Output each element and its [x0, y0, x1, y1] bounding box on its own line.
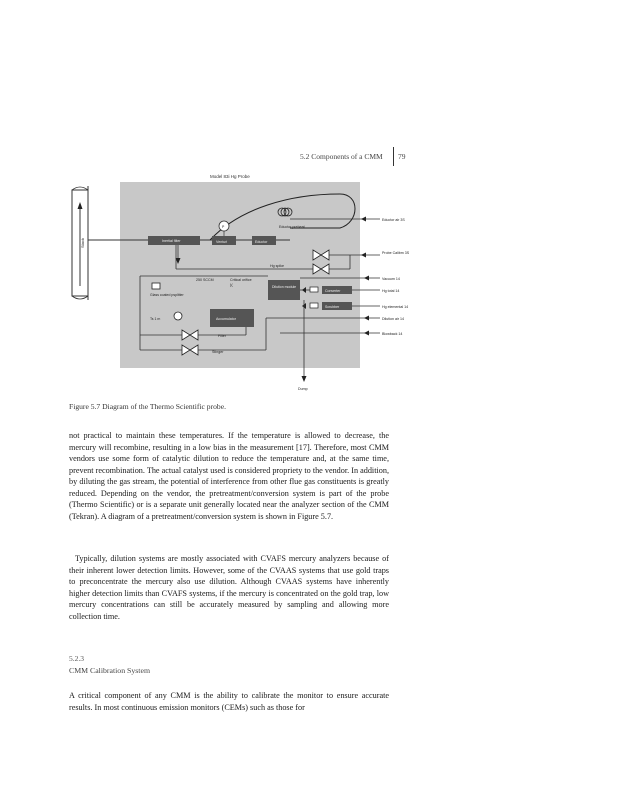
- figure-title: Model 83i Hg Probe: [210, 174, 250, 179]
- dilution-module-label: Dilution module: [272, 285, 297, 289]
- psplitter-label: Glass coated psplitter: [150, 293, 184, 297]
- section-title: CMM Calibration System: [69, 666, 151, 675]
- stack-label: Stack: [80, 237, 85, 248]
- eductor-preheat-label: Eductor preheat: [279, 225, 305, 229]
- port-probe-cal: Probe Calibm 3S: [382, 251, 410, 255]
- dump-arrow: [302, 376, 307, 382]
- dilution-air-arrow: [364, 316, 369, 321]
- eductor-label: Eductor: [255, 240, 268, 244]
- filter-label: Filter: [218, 334, 226, 338]
- ts-label: Ts 1 m: [150, 317, 161, 321]
- body-paragraph: A critical component of any CMM is the ability to calibrate the monitor to ensure accurate results. In most continuous emission monitors (CEMs) such as those for: [69, 691, 389, 712]
- port-hg-total: Hg total 14: [382, 289, 400, 293]
- pressure-gauge-label: P: [222, 225, 225, 229]
- running-head: [300, 152, 406, 161]
- eductor-air-arrow: [361, 217, 366, 222]
- inertial-filter-label: Inertial filter: [162, 239, 181, 243]
- port-vacuum: Vacuum 14: [382, 277, 400, 281]
- vacuum-arrow: [364, 276, 369, 281]
- dump-label: Dump: [298, 387, 308, 391]
- venturi-label: Venturi: [216, 240, 228, 244]
- converter-label: Converter: [325, 289, 341, 293]
- port-dilution-air: Dilution air 14: [382, 317, 404, 321]
- orifice-symbol: )(: [230, 282, 233, 287]
- probe-diagram: [60, 168, 440, 396]
- sccm-label: 250 SCCM: [196, 278, 214, 282]
- scrubber-label: Scrubber: [325, 305, 340, 309]
- section-number: 5.2.3: [69, 654, 84, 663]
- dilution-module: [268, 280, 300, 300]
- running-head-divider: [393, 147, 394, 166]
- blowback-arrow: [364, 331, 369, 336]
- probe-enclosure: [120, 182, 360, 368]
- psplitter: [152, 283, 160, 289]
- body-paragraph: Typically, dilution systems are mostly associated with CVAFS mercury analyzers because of their inherent lower detection limits. However, some of the CVAAS systems that use gold traps to preconcentrate the mercury also use dilution. Although CVAAS systems have inherently higher detection limits than CVAFS systems, if the mercury is concentrated on the gold trap, low mercury concentrations can still be accurately measured by sampling and allowing more collection time.: [69, 554, 389, 621]
- port-eductor-air: Eductor air 3S: [382, 218, 405, 222]
- page-number: 79: [398, 152, 406, 161]
- critical-orifice-label: Critical orifice: [230, 278, 252, 282]
- pump-icon: [174, 312, 182, 320]
- stinger-label: Stinger: [212, 350, 224, 354]
- figure-caption: Figure 5.7 Diagram of the Thermo Scientific probe.: [69, 402, 226, 411]
- probe-cal-arrow: [361, 253, 366, 258]
- port-hg-elemental: Hg elemental 14: [382, 305, 409, 309]
- hg-spike-label: Hg spike: [270, 264, 284, 268]
- running-head-section: 5.2 Components of a CMM: [300, 152, 383, 161]
- accumulator-label: Accumulator: [216, 317, 236, 321]
- body-paragraph: not practical to maintain these temperatures. If the temperature is allowed to decrease, the mercury will recombine, resulting in a low bias in the measurement [17]. Therefore, most CMM vendors use some form of catalytic dilution to reduce the temperature and, at the same time, prevent recombination. The actual catalyst used is considered propriety to the vendor. In addition, by diluting the gas stream, the potential of interference from other flue gas constituents is greatly reduced. Depending on the vendor, the pretreatment/conversion system is part of the probe (Thermo Scientific) or is a separate unit generally located near the analyzer section of the CMM (Tekran). A diagram of a pretreatment/conversion system is shown in Figure 5.7.: [69, 431, 389, 521]
- port-blowback: Blowback 14: [382, 332, 403, 336]
